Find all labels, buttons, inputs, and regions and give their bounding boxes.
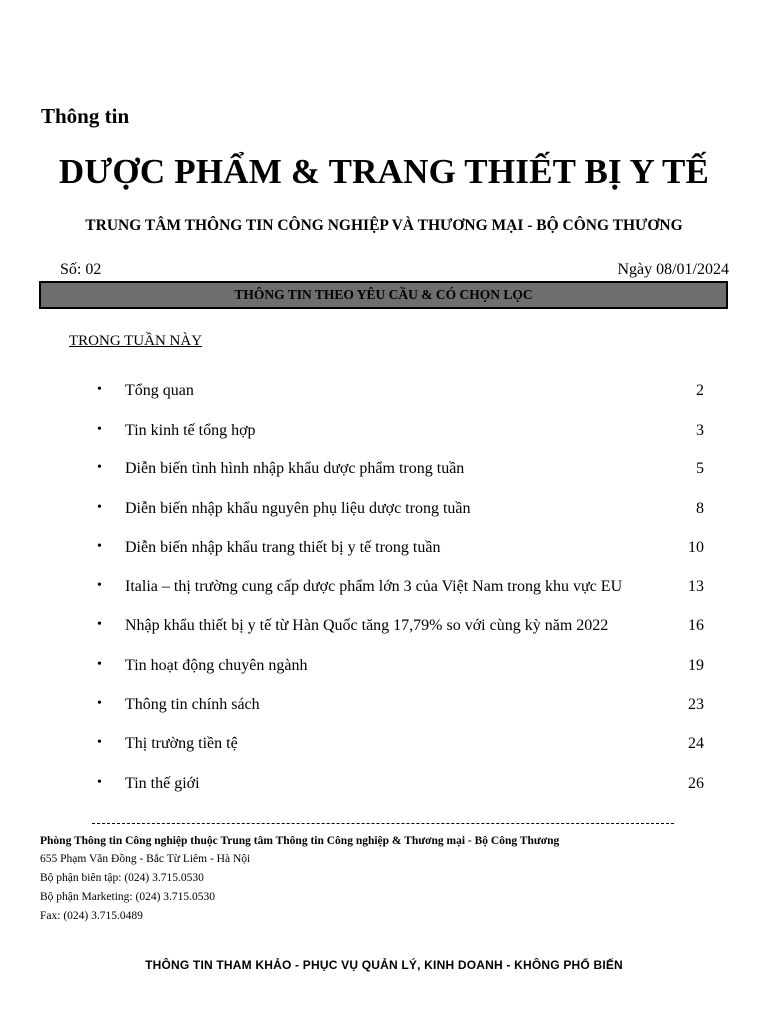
toc-item[interactable]: [0, 382, 768, 404]
bullet-icon: •: [97, 735, 102, 750]
bullet-icon: •: [97, 460, 102, 475]
footer-editorial-phone: Bộ phận biên tập: (024) 3.715.0530: [40, 872, 204, 884]
toc-item-label: Tin kinh tế tổng hợp: [125, 422, 256, 439]
toc-item-page: 5: [696, 460, 704, 477]
toc-item-label: Nhập khẩu thiết bị y tế từ Hàn Quốc tăng 17,79% so với cùng kỳ năm 2022: [125, 617, 609, 634]
footer-marketing-phone: Bộ phận Marketing: (024) 3.715.0530: [40, 891, 216, 903]
toc-item[interactable]: [0, 460, 768, 482]
toc-item-label: Italia – thị trường cung cấp dược phẩm lớn 3 của Việt Nam trong khu vực EU: [125, 578, 623, 595]
toc-item[interactable]: [0, 617, 768, 639]
toc-item-label: Tin thế giới: [125, 775, 200, 792]
toc-item-label: Diễn biến nhập khẩu nguyên phụ liệu dược trong tuần: [125, 500, 471, 517]
toc-item-page: 24: [688, 735, 704, 752]
footer-department: Phòng Thông tin Công nghiệp thuộc Trung tâm Thông tin Công nghiệp & Thương mại - Bộ Công Thương: [40, 835, 560, 847]
toc-item[interactable]: [0, 775, 768, 797]
toc-item-page: 23: [688, 696, 704, 713]
toc-item-page: 2: [696, 382, 704, 399]
footer-address: 655 Phạm Văn Đồng - Bắc Từ Liêm - Hà Nội: [40, 853, 251, 865]
toc-item[interactable]: [0, 539, 768, 561]
page-title: DƯỢC PHẨM & TRANG THIẾT BỊ Y TẾ: [58, 152, 710, 191]
toc-item-label: Thông tin chính sách: [125, 696, 260, 713]
toc-item[interactable]: [0, 422, 768, 444]
toc-item[interactable]: [0, 696, 768, 718]
issue-number: Số: 02: [60, 261, 102, 278]
toc-item-page: 3: [696, 422, 704, 439]
toc-item-label: Thị trường tiền tệ: [125, 735, 238, 752]
issue-date: Ngày 08/01/2024: [617, 261, 729, 278]
bullet-icon: •: [97, 775, 102, 790]
publication-kicker: Thông tin: [41, 104, 130, 128]
toc-item[interactable]: [0, 578, 768, 600]
bullet-icon: •: [97, 657, 102, 672]
toc-item-page: 16: [688, 617, 704, 634]
footer-fax: Fax: (024) 3.715.0489: [40, 910, 143, 922]
toc-item-page: 13: [688, 578, 704, 595]
toc-item-page: 26: [688, 775, 704, 792]
toc-item[interactable]: [0, 657, 768, 679]
toc-item-label: Tổng quan: [125, 382, 194, 399]
toc-item-label: Diễn biến tình hình nhập khẩu dược phẩm trong tuần: [125, 460, 465, 477]
bullet-icon: •: [97, 696, 102, 711]
bullet-icon: •: [97, 539, 102, 554]
bullet-icon: •: [97, 578, 102, 593]
bullet-icon: •: [97, 617, 102, 632]
bullet-icon: •: [97, 422, 102, 437]
section-banner: [39, 281, 728, 309]
toc-item-page: 8: [696, 500, 704, 517]
bullet-icon: •: [97, 500, 102, 515]
bullet-icon: •: [97, 382, 102, 397]
toc-item-label: Diễn biến nhập khẩu trang thiết bị y tế trong tuần: [125, 539, 441, 556]
toc-item[interactable]: [0, 735, 768, 757]
banner-text: THÔNG TIN THEO YÊU CẦU & CÓ CHỌN LỌC: [234, 287, 533, 302]
toc-item-page: 19: [688, 657, 704, 674]
toc-item[interactable]: [0, 500, 768, 522]
toc-item-label: Tin hoạt động chuyên ngành: [125, 657, 308, 674]
toc-item-page: 10: [688, 539, 704, 556]
publisher-subtitle: TRUNG TÂM THÔNG TIN CÔNG NGHIỆP VÀ THƯƠNG MẠI - BỘ CÔNG THƯƠNG: [85, 217, 683, 234]
footer-disclaimer: THÔNG TIN THAM KHẢO - PHỤC VỤ QUẢN LÝ, KINH DOANH - KHÔNG PHỔ BIẾN: [145, 958, 623, 972]
toc-heading: TRONG TUẦN NÀY: [69, 333, 203, 349]
footer-divider: [92, 823, 674, 824]
